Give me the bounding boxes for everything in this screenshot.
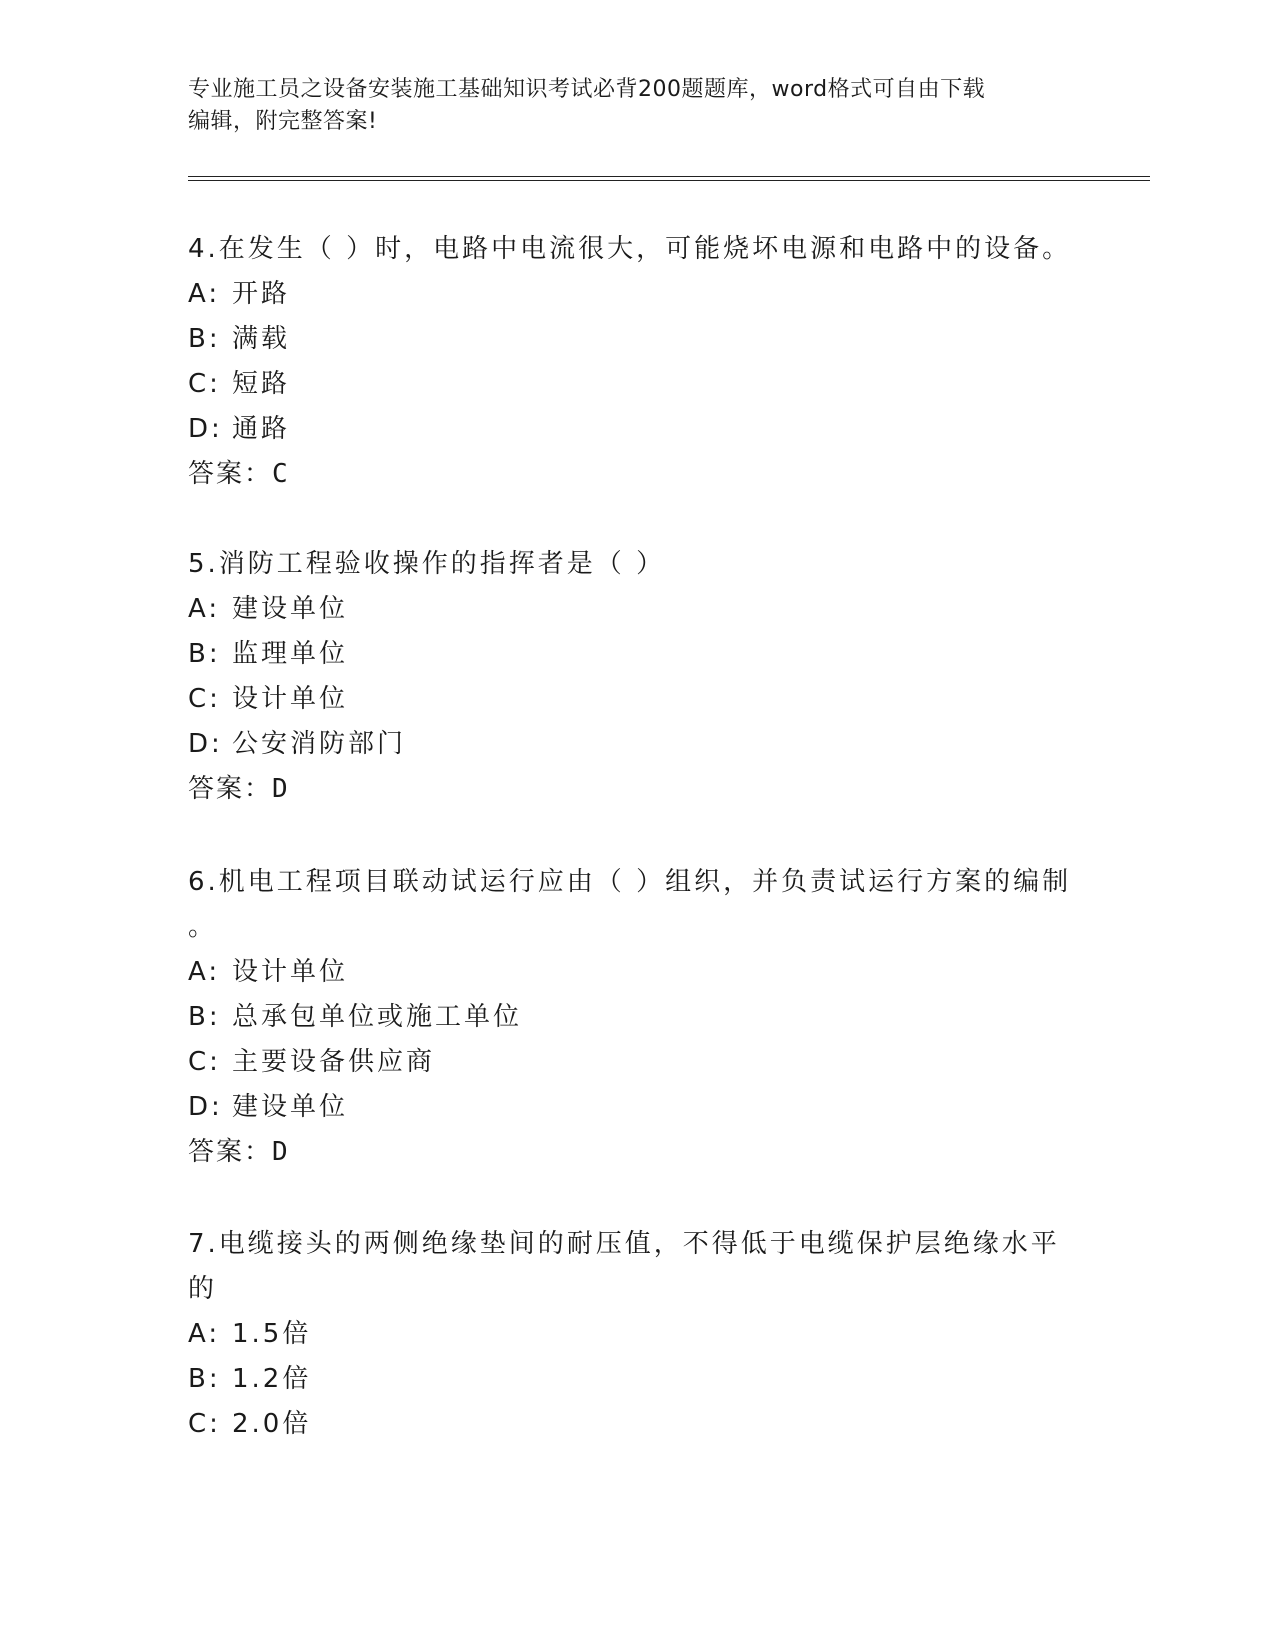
option-key: A: [188, 279, 221, 309]
option-b [188, 995, 1088, 1040]
question-stem: 6.机电工程项目联动试运行应由（ ）组织，并负责试运行方案的编制 [188, 867, 1072, 897]
option-key: A: [188, 594, 221, 624]
option-key: C: [188, 684, 221, 714]
option-text: 设计单位 [232, 684, 349, 714]
answer-label: 答案： [188, 1137, 273, 1167]
option-text: 开路 [232, 279, 291, 309]
option-text: 公安消防部门 [232, 729, 407, 759]
option-key: C: [188, 1047, 221, 1077]
header-line-1: 专业施工员之设备安装施工基础知识考试必背200题题库，word格式可自由下载 [188, 77, 986, 102]
option-text: 总承包单位或施工单位 [232, 1002, 523, 1032]
answer-line [188, 1130, 1088, 1175]
answer-label: 答案： [188, 459, 273, 489]
option-b [188, 317, 1088, 362]
option-c [188, 362, 1088, 407]
answer-line [188, 767, 1088, 812]
question-stem-continued: 。 [188, 912, 218, 942]
option-c [188, 677, 1088, 722]
question-7 [188, 1222, 1088, 1447]
question-6 [188, 860, 1088, 1175]
option-text: 满载 [232, 324, 291, 354]
question-5 [188, 542, 1088, 812]
question-stem: 4.在发生（ ）时，电路中电流很大，可能烧坏电源和电路中的设备。 [188, 234, 1072, 264]
option-key: B: [188, 1002, 221, 1032]
option-text: 设计单位 [232, 957, 349, 987]
option-key: D: [188, 729, 223, 759]
option-key: A: [188, 1319, 221, 1349]
option-text: 短路 [232, 369, 291, 399]
option-b [188, 1357, 1088, 1402]
option-a [188, 950, 1088, 995]
answer-label: 答案： [188, 774, 273, 804]
answer-value: D [272, 774, 290, 804]
option-key: B: [188, 1364, 221, 1394]
option-d [188, 722, 1088, 767]
header-divider [188, 176, 1150, 181]
option-text: 建设单位 [232, 1092, 349, 1122]
option-key: D: [188, 414, 223, 444]
option-c [188, 1402, 1088, 1447]
option-a [188, 587, 1088, 632]
option-key: D: [188, 1092, 223, 1122]
answer-value: D [272, 1137, 290, 1167]
option-text: 1.2倍 [232, 1364, 312, 1394]
answer-value: C [272, 459, 290, 489]
option-key: B: [188, 639, 221, 669]
header-line-2: 编辑，附完整答案! [188, 109, 378, 134]
question-stem-continued: 的 [188, 1274, 218, 1304]
option-d [188, 407, 1088, 452]
document-header [188, 74, 1068, 138]
answer-line [188, 452, 1088, 497]
option-key: C: [188, 369, 221, 399]
option-text: 通路 [232, 414, 291, 444]
option-text: 监理单位 [232, 639, 349, 669]
option-text: 主要设备供应商 [232, 1047, 436, 1077]
question-stem: 7.电缆接头的两侧绝缘垫间的耐压值，不得低于电缆保护层绝缘水平 [188, 1229, 1060, 1259]
option-key: A: [188, 957, 221, 987]
option-c [188, 1040, 1088, 1085]
option-key: B: [188, 324, 221, 354]
question-4 [188, 227, 1088, 497]
option-d [188, 1085, 1088, 1130]
option-text: 建设单位 [232, 594, 349, 624]
option-text: 2.0倍 [232, 1409, 312, 1439]
option-b [188, 632, 1088, 677]
option-a [188, 1312, 1088, 1357]
question-stem: 5.消防工程验收操作的指挥者是（ ） [188, 549, 666, 579]
option-text: 1.5倍 [232, 1319, 312, 1349]
option-a [188, 272, 1088, 317]
option-key: C: [188, 1409, 221, 1439]
